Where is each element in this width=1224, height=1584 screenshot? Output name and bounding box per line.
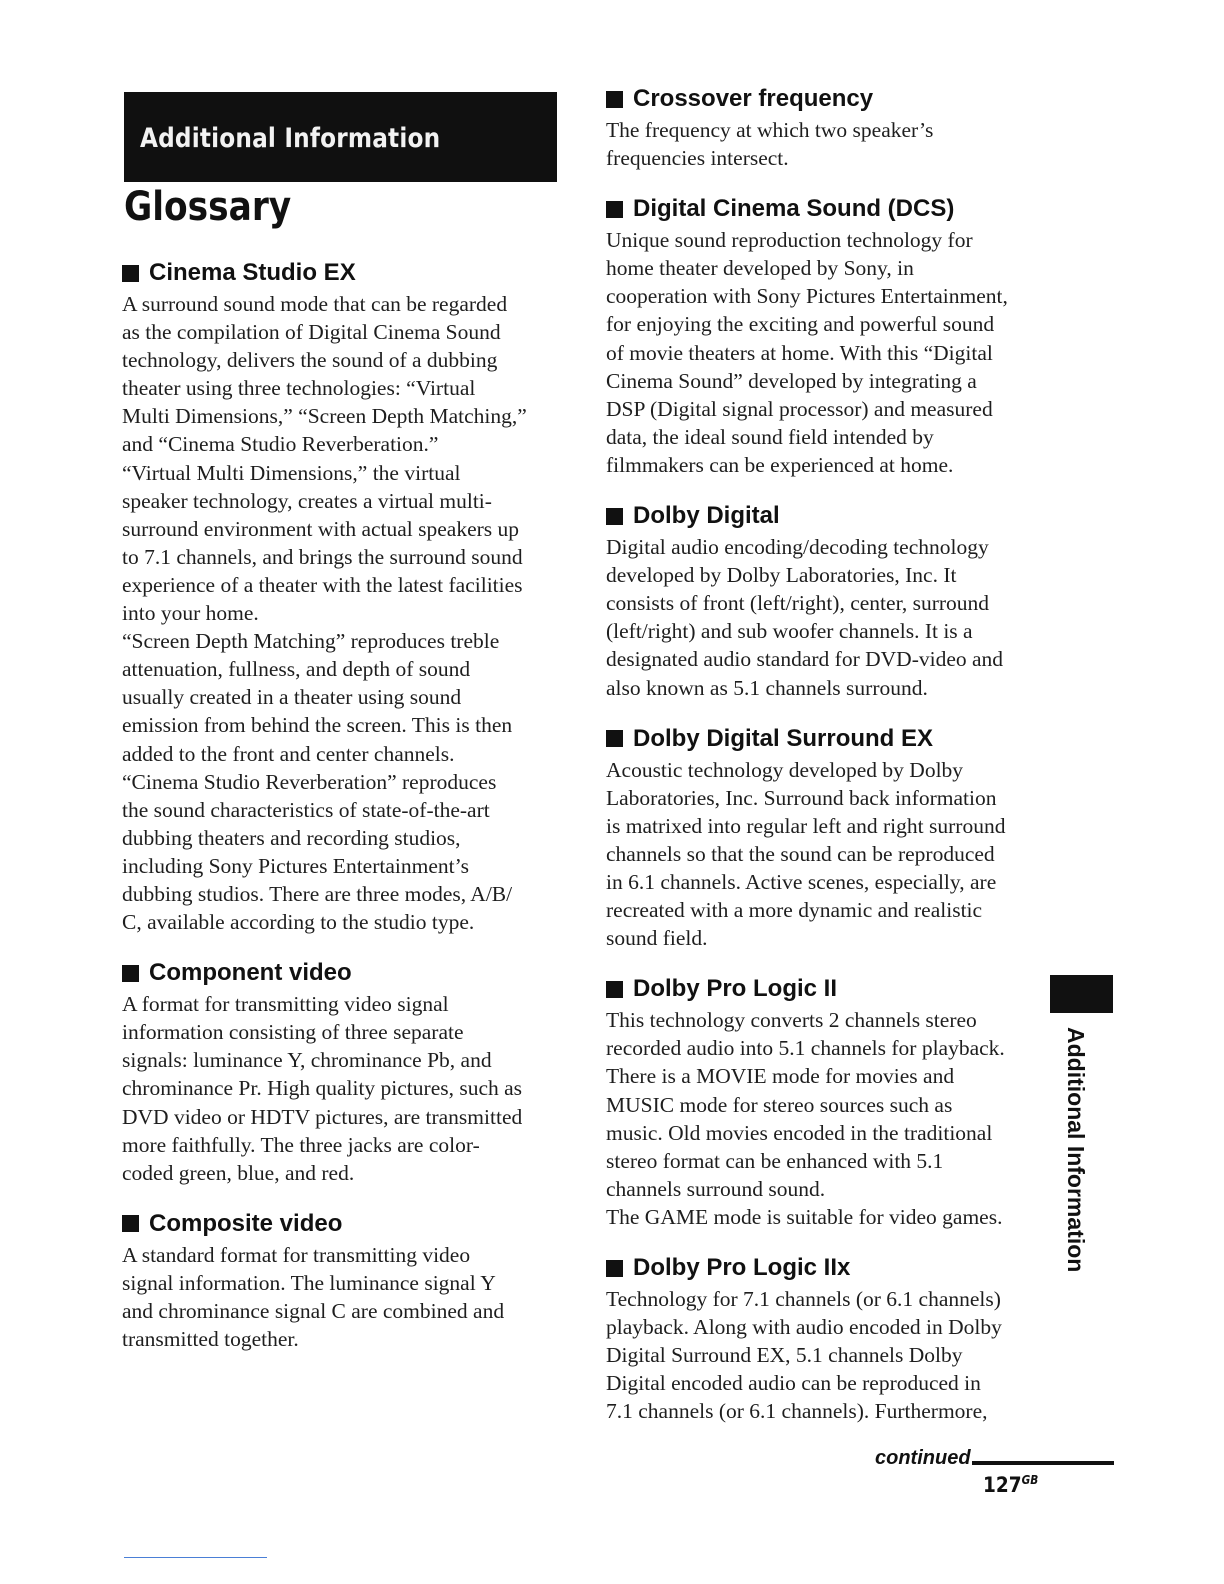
entry-gap xyxy=(606,702,1046,722)
continued-label: continued xyxy=(875,1447,971,1469)
glossary-entry xyxy=(122,256,562,936)
square-bullet-icon xyxy=(606,201,623,218)
definition-line: data, the ideal sound field intended by xyxy=(606,424,934,449)
definition-line: in 6.1 channels. Active scenes, especially, are xyxy=(606,869,997,894)
glossary-term-text: Dolby Pro Logic IIx xyxy=(633,1254,851,1281)
glossary-entry xyxy=(606,499,1046,702)
definition-line: “Screen Depth Matching” reproduces treble xyxy=(122,629,500,654)
definition-line: C, available according to the studio type. xyxy=(122,910,475,935)
definition-line: “Cinema Studio Reverberation” reproduces xyxy=(122,769,497,794)
definition-line: sound field. xyxy=(606,926,708,951)
definition-line: added to the front and center channels. xyxy=(122,741,455,766)
definition-line: Digital encoded audio can be reproduced in xyxy=(606,1371,981,1396)
definition-line: experience of a theater with the latest facilities xyxy=(122,572,523,597)
definition-line: MUSIC mode for stereo sources such as xyxy=(606,1092,953,1117)
definition-line: designated audio standard for DVD-video and xyxy=(606,647,1004,672)
square-bullet-icon xyxy=(606,730,623,747)
page-number-suffix: GB xyxy=(1021,1473,1039,1487)
glossary-term xyxy=(122,1207,562,1241)
definition-line: playback. Along with audio encoded in Dolby xyxy=(606,1315,1002,1340)
definition-line: (left/right) and sub woofer channels. It is a xyxy=(606,619,973,644)
entry-gap xyxy=(122,936,562,956)
definition-line: A surround sound mode that can be regarded xyxy=(122,292,508,316)
glossary-term xyxy=(606,1251,1046,1285)
definition-line: usually created in a theater using sound xyxy=(122,685,462,710)
definition-line: Technology for 7.1 channels (or 6.1 channels) xyxy=(606,1287,1001,1311)
definition-line: Digital Surround EX, 5.1 channels Dolby xyxy=(606,1343,963,1368)
definition-line: signals: luminance Y, chrominance Pb, and xyxy=(122,1048,492,1073)
page-number xyxy=(983,1473,1038,1497)
glossary-entry xyxy=(606,1251,1046,1425)
definition-line: A format for transmitting video signal xyxy=(122,992,449,1017)
right-column xyxy=(606,82,1046,1425)
definition-line: theater using three technologies: “Virtual xyxy=(122,376,476,401)
entry-gap xyxy=(606,1231,1046,1251)
definition-line: to 7.1 channels, and brings the surround sound xyxy=(122,544,523,569)
glossary-term-text: Dolby Pro Logic II xyxy=(633,975,838,1003)
glossary-entry xyxy=(606,972,1046,1231)
definition-line: including Sony Pictures Entertainment’s xyxy=(122,853,469,878)
square-bullet-icon xyxy=(606,91,623,108)
definition-line: The GAME mode is suitable for video games. xyxy=(606,1204,1003,1229)
definition-line: coded green, blue, and red. xyxy=(122,1160,355,1185)
definition-line: channels so that the sound can be reproduced xyxy=(606,841,995,866)
square-bullet-icon xyxy=(122,965,139,982)
glossary-entry xyxy=(122,1207,562,1353)
definition-line: Multi Dimensions,” “Screen Depth Matching,” xyxy=(122,404,527,429)
definition-line: filmmakers can be experienced at home. xyxy=(606,452,954,477)
definition-line: 7.1 channels (or 6.1 channels). Furthermore, xyxy=(606,1399,988,1424)
definition-line: cooperation with Sony Pictures Entertainment, xyxy=(606,284,1008,309)
glossary-entry xyxy=(606,722,1046,953)
definition-line: as the compilation of Digital Cinema Sound xyxy=(122,320,501,345)
glossary-term xyxy=(122,956,562,990)
glossary-term-text: Composite video xyxy=(149,1209,343,1237)
definition-line: dubbing studios. There are three modes, A/B/ xyxy=(122,881,513,906)
glossary-term-text: Dolby Digital Surround EX xyxy=(633,724,934,752)
definition-line: the sound characteristics of state-of-the-art xyxy=(122,797,490,822)
glossary-term xyxy=(122,256,562,290)
definition-line: recorded audio into 5.1 channels for playback. xyxy=(606,1036,1005,1061)
definition-line: home theater developed by Sony, in xyxy=(606,256,914,281)
definition-line: developed by Dolby Laboratories, Inc. It xyxy=(606,563,957,588)
definition-line: also known as 5.1 channels surround. xyxy=(606,675,928,700)
definition-line: A standard format for transmitting video xyxy=(122,1242,471,1267)
definition-line: chrominance Pr. High quality pictures, such as xyxy=(122,1076,523,1101)
glossary-term-text: Digital Cinema Sound (DCS) xyxy=(633,195,955,223)
definition-line: and chrominance signal C are combined and xyxy=(122,1299,505,1323)
glossary-term xyxy=(606,972,1046,1006)
glossary-term xyxy=(606,499,1046,533)
definition-line: Acoustic technology developed by Dolby xyxy=(606,757,964,782)
definition-line: surround environment with actual speakers up xyxy=(122,516,520,541)
page-number-value: 127 xyxy=(983,1473,1022,1497)
glossary-entry xyxy=(606,82,1046,172)
definition-line: music. Old movies encoded in the traditional xyxy=(606,1120,993,1145)
glossary-term-text: Component video xyxy=(149,959,352,987)
definition-line: Laboratories, Inc. Surround back information xyxy=(606,785,997,810)
definition-line: Cinema Sound” developed by integrating a xyxy=(606,368,977,393)
side-tab-marker xyxy=(1050,975,1113,1013)
definition-line: stereo format can be enhanced with 5.1 xyxy=(606,1148,944,1173)
definition-line: The frequency at which two speaker’s xyxy=(606,118,934,142)
entry-gap xyxy=(606,952,1046,972)
square-bullet-icon xyxy=(606,508,623,525)
square-bullet-icon xyxy=(606,1260,623,1277)
square-bullet-icon xyxy=(122,1215,139,1232)
entry-gap xyxy=(122,1187,562,1207)
section-banner xyxy=(124,92,557,182)
definition-line: of movie theaters at home. With this “Digital xyxy=(606,340,993,365)
entry-gap xyxy=(606,479,1046,499)
definition-line: “Virtual Multi Dimensions,” the virtual xyxy=(122,460,461,485)
square-bullet-icon xyxy=(122,265,139,282)
definition-line: and “Cinema Studio Reverberation.” xyxy=(122,432,439,457)
definition-line: more faithfully. The three jacks are color- xyxy=(122,1132,480,1157)
glossary-entry xyxy=(122,956,562,1187)
definition-line: consists of front (left/right), center, surround xyxy=(606,591,990,616)
entry-gap xyxy=(606,172,1046,192)
definition-line: attenuation, fullness, and depth of sound xyxy=(122,657,471,682)
definition-line: Unique sound reproduction technology for xyxy=(606,228,973,253)
side-tab-label: Additional Information xyxy=(1063,1027,1089,1273)
definition-line: technology, delivers the sound of a dubbing xyxy=(122,348,498,373)
section-banner-title: Additional Information xyxy=(140,123,441,154)
definition-line: frequencies intersect. xyxy=(606,146,789,171)
definition-line: emission from behind the screen. This is then xyxy=(122,713,513,738)
definition-line: DVD video or HDTV pictures, are transmitted xyxy=(122,1104,523,1129)
definition-line: for enjoying the exciting and powerful sound xyxy=(606,312,995,337)
glossary-term-text: Crossover frequency xyxy=(633,85,874,112)
glossary-term xyxy=(606,192,1046,226)
definition-line: transmitted together. xyxy=(122,1327,299,1352)
continued-rule xyxy=(972,1461,1114,1465)
glossary-term-text: Cinema Studio EX xyxy=(149,259,356,286)
definition-line: into your home. xyxy=(122,601,259,626)
definition-line: DSP (Digital signal processor) and measured xyxy=(606,396,993,421)
bottom-rule xyxy=(124,1557,267,1558)
definition-line: dubbing theaters and recording studios, xyxy=(122,825,461,850)
definition-line: This technology converts 2 channels stereo xyxy=(606,1008,977,1033)
definition-line: speaker technology, creates a virtual multi- xyxy=(122,488,492,513)
glossary-term xyxy=(606,82,1046,116)
square-bullet-icon xyxy=(606,981,623,998)
left-column xyxy=(122,256,562,1353)
glossary-entry xyxy=(606,192,1046,479)
definition-line: information consisting of three separate xyxy=(122,1020,464,1045)
definition-line: signal information. The luminance signal Y xyxy=(122,1270,496,1295)
glossary-term xyxy=(606,722,1046,756)
page-title: Glossary xyxy=(124,184,292,230)
definition-line: recreated with a more dynamic and realistic xyxy=(606,898,983,923)
glossary-term-text: Dolby Digital xyxy=(633,502,780,530)
definition-line: is matrixed into regular left and right surround xyxy=(606,813,1006,838)
definition-line: Digital audio encoding/decoding technology xyxy=(606,535,989,560)
definition-line: There is a MOVIE mode for movies and xyxy=(606,1064,955,1089)
definition-line: channels surround sound. xyxy=(606,1176,826,1201)
